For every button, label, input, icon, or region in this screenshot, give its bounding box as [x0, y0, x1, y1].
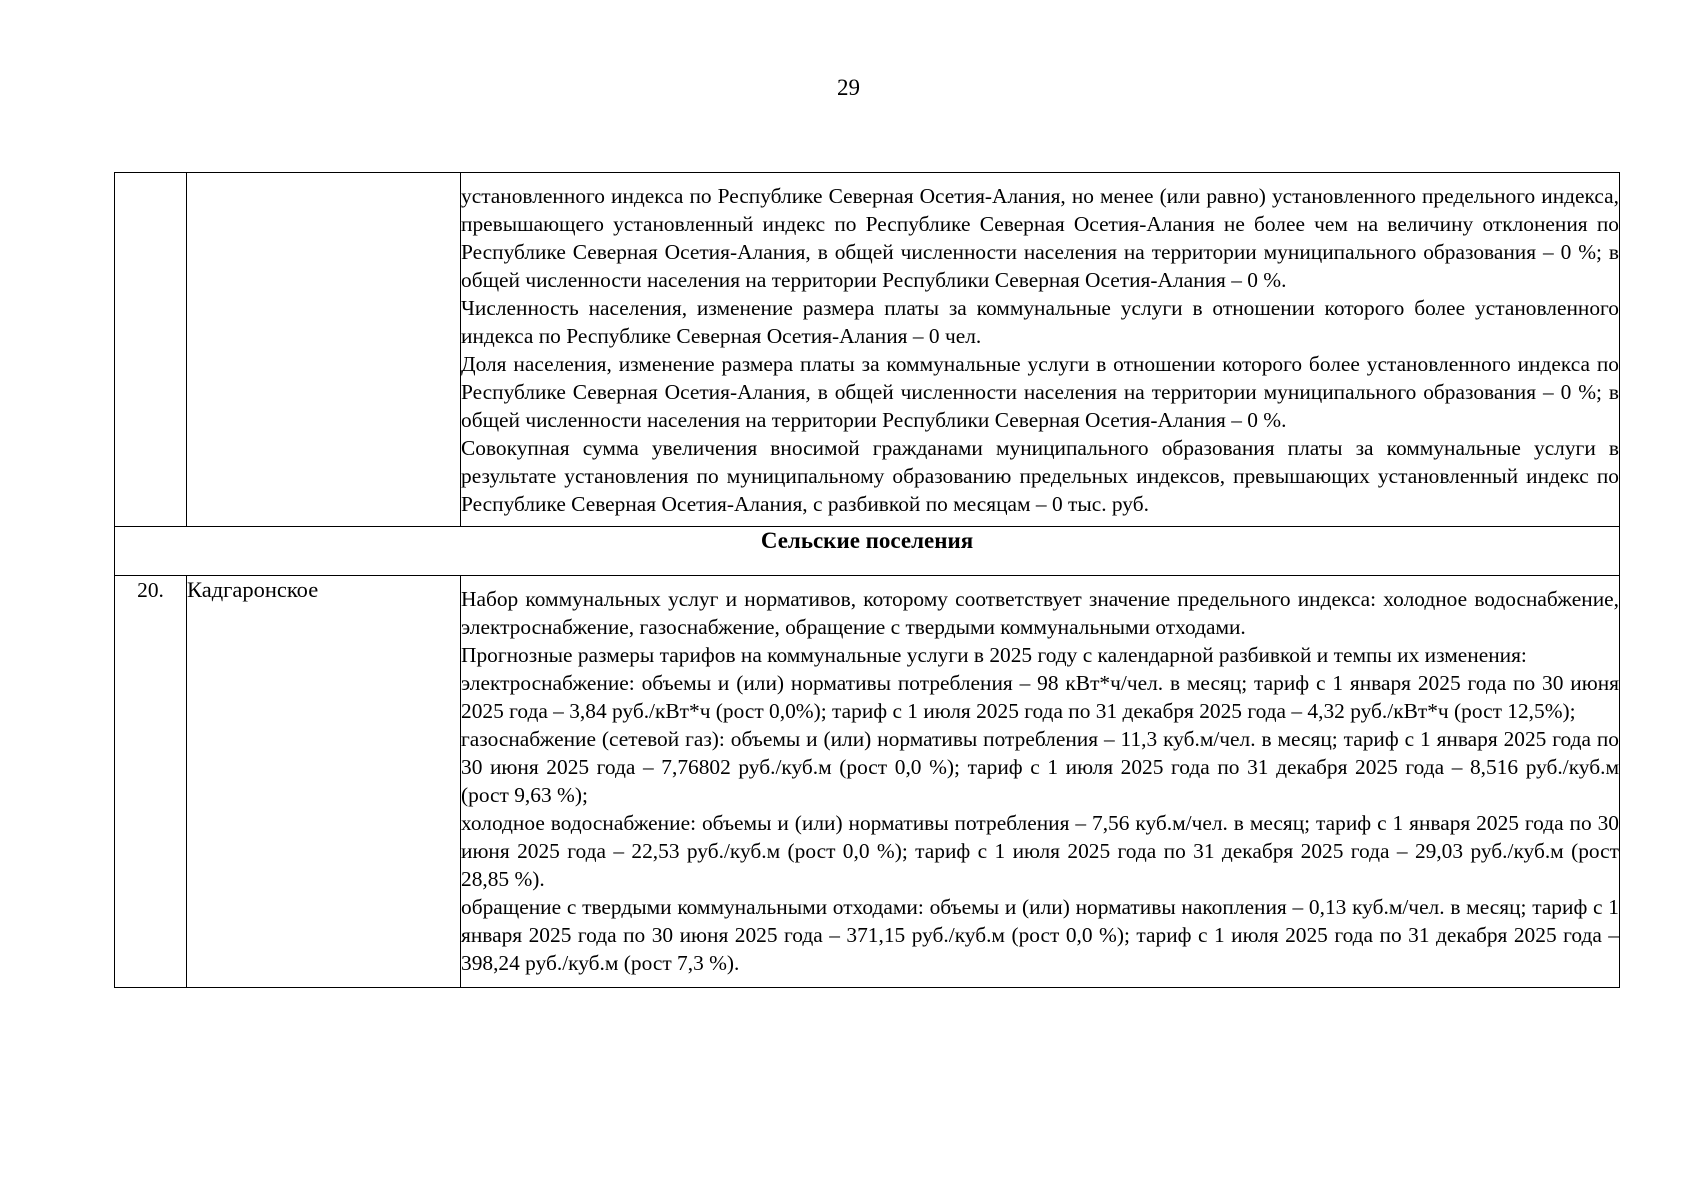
gas-tariff-paragraph: газоснабжение (сетевой газ): объемы и (или) нормативы потребления – 11,3 куб.м/чел. в месяц; тариф с 1 января 2025 года по 30 июня 2025 года – 7,76802 руб./куб.м (рост 0,0 %); тариф с 1 июля 2025 года по 31 декабря 2025 года – 8,516 руб./куб.м (рост 9,63 %); — [461, 727, 1619, 807]
cold-water-tariff-paragraph: холодное водоснабжение: объемы и (или) нормативы потребления – 7,56 куб.м/чел. в месяц; тариф с 1 января 2025 года по 30 июня 2025 года – 22,53 руб./куб.м (рост 0,0 %); тариф с 1 июля 2025 года по 31 декабря 2025 года – 29,03 руб./куб.м (рост 28,85 %). — [461, 811, 1619, 891]
population-count-paragraph: Численность населения, изменение размера платы за коммунальные услуги в отношении которого более установленного индекса по Республике Северная Осетия-Алания – 0 чел. — [461, 296, 1619, 348]
continuation-paragraph: установленного индекса по Республике Северная Осетия-Алания, но менее (или равно) установленного предельного индекса, превышающего установленный индекс по Республике Северная Осетия-Алания не более чем на величину отклонения по Республике Северная Осетия-Алания, в общей численности населения на территории муниципального образования – 0 %; в общей численности населения на территории Республики Северная Осетия-Алания – 0 %. — [461, 184, 1619, 292]
electricity-tariff-paragraph: электроснабжение: объемы и (или) нормативы потребления – 98 кВт*ч/чел. в месяц; тариф с 1 января 2025 года по 30 июня 2025 года – 3,84 руб./кВт*ч (рост 0,0%); тариф с 1 июля 2025 года по 31 декабря 2025 года – 4,32 руб./кВт*ч (рост 12,5%); — [461, 671, 1619, 723]
table-row-20 — [115, 576, 1620, 988]
description-cell — [461, 173, 1620, 527]
tariff-forecast-intro: Прогнозные размеры тарифов на коммунальные услуги в 2025 году с календарной разбивкой и темпы их изменения: — [461, 643, 1527, 667]
description-cell — [461, 576, 1620, 988]
municipality-name-cell — [187, 173, 461, 527]
section-heading: Сельские поселения — [115, 527, 1620, 576]
municipal-tariff-table — [114, 172, 1620, 988]
row-number: 20. — [115, 576, 187, 988]
section-heading-row — [115, 527, 1620, 576]
population-share-paragraph: Доля населения, изменение размера платы за коммунальные услуги в отношении которого более установленного индекса по Республике Северная Осетия-Алания, в общей численности населения на территории муниципального образования – 0 %; в общей численности населения на территории Республики Северная Осетия-Алания – 0 %. — [461, 352, 1619, 432]
page-number: 29 — [837, 75, 860, 100]
solid-waste-tariff-paragraph: обращение с твердыми коммунальными отходами: объемы и (или) нормативы накопления – 0,13 куб.м/чел. в месяц; тариф с 1 января 2025 года по 30 июня 2025 года – 371,15 руб./куб.м (рост 0,0 %); тариф с 1 июля 2025 года по 31 декабря 2025 года –398,24 руб./куб.м (рост 7,3 %). — [461, 895, 1619, 975]
services-set-paragraph: Набор коммунальных услуг и нормативов, которому соответствует значение предельного индекса: холодное водоснабжение, электроснабжение, газоснабжение, обращение с твердыми коммунальными отходами. — [461, 587, 1619, 639]
table-row-continuation — [115, 173, 1620, 527]
municipality-name: Кадгаронское — [187, 576, 461, 988]
row-number-cell — [115, 173, 187, 527]
total-increase-paragraph: Совокупная сумма увеличения вносимой гражданами муниципального образования платы за коммунальные услуги в результате установления по муниципальному образованию предельных индексов, превышающих установленный индекс по Республике Северная Осетия-Алания, с разбивкой по месяцам – 0 тыс. руб. — [461, 436, 1619, 516]
